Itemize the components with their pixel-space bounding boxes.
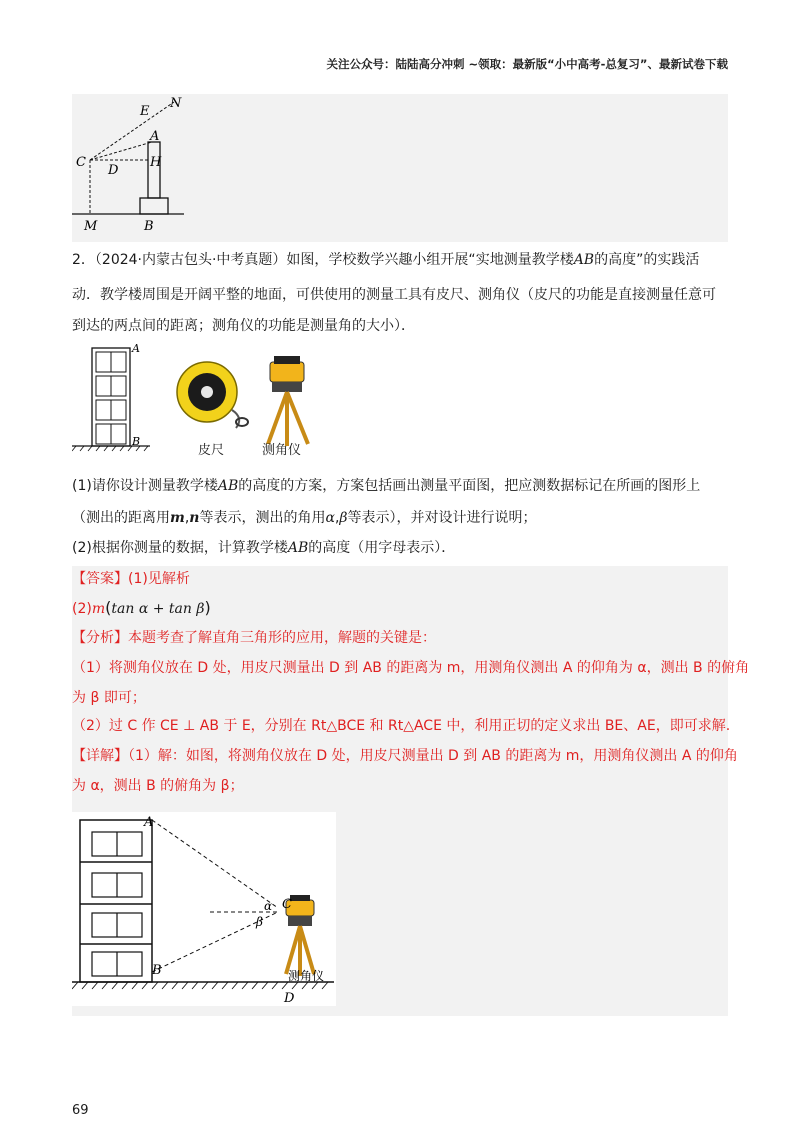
figure-1-diagram [72, 94, 192, 242]
answer-line-1: 【答案】(1)见解析 [72, 571, 190, 587]
qfig-label-b: B [132, 435, 141, 448]
tape-measure-label: 皮尺 [198, 443, 225, 458]
question-line-1: 2．（2024·内蒙古包头·中考真题）如图，学校数学兴趣小组开展“实地测量教学楼AB的高度”的实践活 [72, 252, 700, 268]
afig-label-a: A [144, 815, 154, 830]
afig-label-c: C [282, 897, 292, 912]
analysis-step-1: （1）将测角仪放在 D 处，用皮尺测量出 D 到 AB 的距离为 m，用测角仪测出 A 的仰角为 α，测出 B 的俯角 [72, 660, 750, 676]
afig-theodolite-label: 测角仪 [288, 969, 325, 983]
fig1-label-n: N [170, 96, 182, 111]
analysis-line: 【分析】本题考查了解直角三角形的应用，解题的关键是： [72, 630, 436, 646]
theodolite-icon [268, 356, 308, 446]
afig-label-b: B [152, 963, 162, 978]
fig1-label-d: D [108, 163, 119, 178]
question-line-3: 到达的两点间的距离；测角仪的功能是测量角的大小）． [72, 318, 415, 334]
fig1-label-h: H [150, 155, 162, 170]
afig-label-beta: β [256, 915, 263, 929]
analysis-step-1b: 为 β 即可； [72, 690, 146, 706]
part-2-line: (2)根据你测量的数据，计算教学楼AB的高度（用字母表示）． [72, 540, 456, 556]
fig1-label-e: E [140, 104, 150, 119]
page-number: 69 [72, 1103, 89, 1118]
part-1-line-1: (1)请你设计测量教学楼AB的高度的方案，方案包括画出测量平面图，把应测数据标记在所画的图形上 [72, 478, 701, 494]
page-header: 关注公众号：陆陆高分冲刺 ~领取：最新版“小中高考-总复习”、最新试卷下载 [326, 57, 728, 71]
detail-line-2: 为 α，测出 B 的俯角为 β； [72, 778, 244, 794]
part-1-line-2: （测出的距离用m,n等表示，测出的角用α,β等表示），并对设计进行说明； [72, 510, 537, 526]
afig-label-alpha: α [264, 899, 273, 913]
answer-line-2: (2)m(tan α + tan β) [72, 598, 211, 617]
fig1-label-m: M [84, 219, 98, 234]
afig-label-d: D [284, 991, 295, 1006]
fig1-label-b: B [144, 219, 154, 234]
fig1-label-a: A [150, 129, 160, 144]
fig1-label-c: C [76, 155, 86, 170]
qfig-label-a: A [132, 342, 140, 355]
detail-line-1: 【详解】（1）解：如图，将测角仪放在 D 处，用皮尺测量出 D 到 AB 的距离为 m，用测角仪测出 A 的仰角 [72, 748, 738, 764]
theodolite-label: 测角仪 [262, 443, 302, 458]
analysis-step-2: （2）过 C 作 CE ⊥ AB 于 E，分别在 Rt△BCE 和 Rt△ACE 中，利用正切的定义求出 BE、AE，即可求解. [72, 718, 731, 734]
tape-measure-icon [177, 362, 248, 428]
question-line-2: 动．教学楼周围是开阔平整的地面，可供使用的测量工具有皮尺、测角仪（皮尺的功能是直接测量任意可 [72, 287, 716, 303]
answer-figure [72, 812, 336, 1006]
